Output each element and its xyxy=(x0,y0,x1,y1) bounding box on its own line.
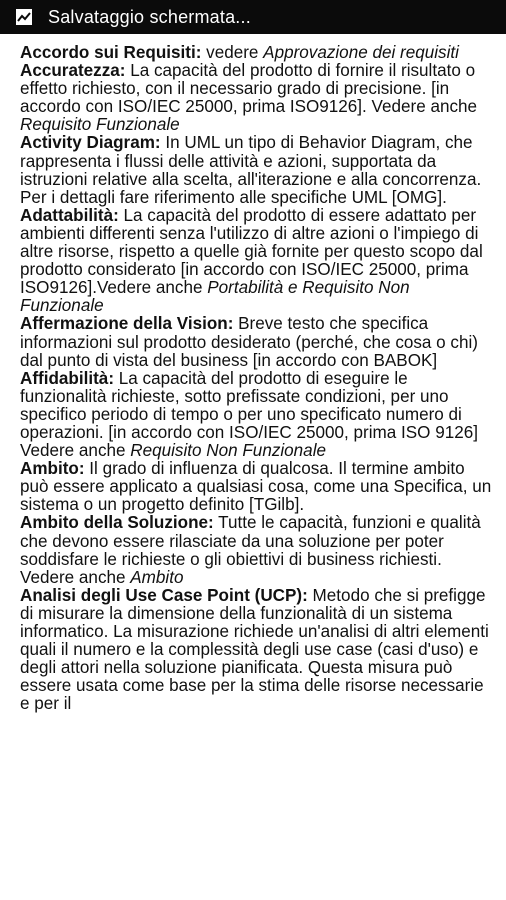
glossary-definition: Tutte le capacità, funzioni e qualità che devono essere rilasciate da una soluzione per poter soddisfare le richieste o gli obiettivi di business richiesti. Vedere anche xyxy=(20,513,481,587)
glossary-entry xyxy=(20,62,492,134)
glossary-definition: Il grado di influenza di qualcosa. Il termine ambito può essere applicato a qualsiasi cosa, come una Specifica, un sistema o un progetto definito [TGilb]. xyxy=(20,459,492,515)
glossary-term: Accuratezza: xyxy=(20,61,126,81)
glossary-entry xyxy=(20,587,492,714)
glossary-definition: In UML un tipo di Behavior Diagram, che rappresenta i flussi delle attività e azioni, supportata da istruzioni relative alla scelta, all'iterazione e alla concorrenza. Per i dettagli fare riferimento alle specifiche UML [OMG]. xyxy=(20,133,482,207)
glossary-term: Ambito della Soluzione: xyxy=(20,513,214,533)
glossary-definition: La capacità del prodotto di essere adattato per ambienti differenti senza l'utilizzo di altre azioni o l'impiego di altre risorse, rispetto a quelle già fornite per questo scopo dal prodotto considerato [in accordo con ISO/IEC 25000, prima ISO9126].Vedere anche xyxy=(20,205,483,298)
glossary-definition: La capacità del prodotto di fornire il risultato o effetto richiesto, con il necessario grado di precisione. [in accordo con ISO/IEC 25000, prima ISO9126]. Vedere anche xyxy=(20,61,478,117)
glossary-definition: Metodo che si prefigge di misurare la dimensione della funzionalità di un sistema informatico. La misurazione richiede un'analisi di altri elementi quali il numero e la complessità degli use case (casi d'uso) e degli attori nella soluzione pianificata. Questa misura può essere usata come base per la stima delle risorse necessarie e per il xyxy=(20,585,489,714)
glossary-term: Accordo sui Requisiti: xyxy=(20,43,202,62)
glossary-entry xyxy=(20,207,492,316)
glossary-content[interactable] xyxy=(0,34,506,900)
glossary-term: Activity Diagram: xyxy=(20,133,161,153)
glossary-reference: Requisito Funzionale xyxy=(20,115,180,135)
notification-title: Salvataggio schermata... xyxy=(48,6,251,27)
glossary-entry xyxy=(20,460,492,514)
glossary-entry xyxy=(20,514,492,586)
glossary-term: Affermazione della Vision: xyxy=(20,314,234,334)
glossary-definition: Breve testo che specifica informazioni sul prodotto desiderato (perché, che cosa o chi) dal punto di vista del business [in accordo con BABOK] xyxy=(20,314,478,370)
glossary-entry xyxy=(20,315,492,369)
glossary-reference: Approvazione dei requisiti xyxy=(263,43,459,62)
glossary-reference: Portabilità e Requisito Non Funzionale xyxy=(20,278,410,316)
glossary-entry xyxy=(20,134,492,206)
glossary-entry xyxy=(20,44,492,62)
screenshot-icon xyxy=(14,7,34,27)
glossary-term: Affidabilità: xyxy=(20,368,115,388)
glossary-definition: vedere xyxy=(201,43,264,62)
glossary-term: Analisi degli Use Case Point (UCP): xyxy=(20,585,308,605)
glossary-term: Ambito: xyxy=(20,459,85,479)
glossary-term: Adattabilità: xyxy=(20,205,119,225)
glossary-reference: Requisito Non Funzionale xyxy=(130,441,326,461)
glossary-definition: La capacità del prodotto di eseguire le funzionalità richieste, sotto prefissate condizioni, per uno specifico periodo di tempo o per uno specificato numero di operazioni. [in accordo con ISO/IEC 25000, prima ISO 9126] Vedere anche xyxy=(20,368,478,461)
glossary-entry xyxy=(20,370,492,460)
notification-bar xyxy=(0,0,506,34)
glossary-reference: Ambito xyxy=(130,567,184,587)
